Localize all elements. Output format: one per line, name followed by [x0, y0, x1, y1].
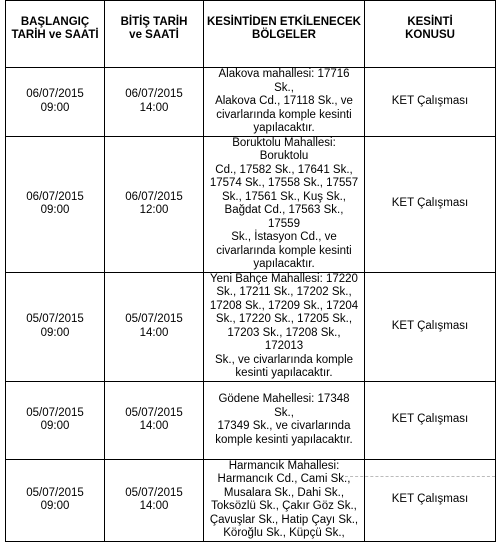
cell-outage-topic: KET Çalışması: [365, 459, 496, 541]
cell-outage-topic: KET Çalışması: [365, 136, 496, 272]
outage-table: [5, 0, 496, 542]
cell-end-datetime: 05/07/2015 14:00: [105, 381, 204, 459]
cell-end-datetime: 05/07/2015 14:00: [105, 272, 204, 381]
cell-affected-regions: Alakova mahallesi: 17716 Sk., Alakova Cd., 17118 Sk., ve civarlarında komple kesinti yapılacaktır.: [204, 68, 365, 137]
table-row: [6, 272, 496, 381]
cell-end-datetime: 06/07/2015 14:00: [105, 68, 204, 137]
table-row: [6, 136, 496, 272]
cell-affected-regions: Harmancık Mahallesi: Harmancık Cd., Cami Sk., Musalara Sk., Dahi Sk., Toksözlü Sk., Çakır Göz Sk., Çavuşlar Sk., Hatip Çayı Sk., Köroğlu Sk., Küpçü Sk.,: [204, 459, 365, 541]
header-row: [6, 1, 496, 68]
cell-affected-regions: Boruktolu Mahallesi: Boruktolu Cd., 17582 Sk., 17641 Sk., 17574 Sk., 17558 Sk., 17557 Sk., 17561 Sk., Kuş Sk., Bağdat Cd., 17563 Sk., 17559 Sk., İstasyon Cd., ve civarlarında komple kesinti yapılacaktır.: [204, 136, 365, 272]
header-start-datetime: BAŞLANGIÇ TARİH ve SAATİ: [6, 1, 105, 68]
header-affected-regions: KESİNTİDEN ETKİLENECEK BÖLGELER: [204, 1, 365, 68]
cell-start-datetime: 05/07/2015 09:00: [6, 459, 105, 541]
header-end-datetime: BİTİŞ TARİH ve SAATİ: [105, 1, 204, 68]
header-outage-topic: KESİNTİ KONUSU: [365, 1, 496, 68]
table-row: [6, 459, 496, 541]
cell-outage-topic: KET Çalışması: [365, 68, 496, 137]
cell-start-datetime: 06/07/2015 09:00: [6, 136, 105, 272]
cell-affected-regions: Yeni Bahçe Mahallesi: 17220 Sk., 17211 Sk., 17202 Sk., 17208 Sk., 17209 Sk., 17204 Sk., 17220 Sk., 17205 Sk., 17203 Sk., 17208 Sk., 172013 Sk., ve civarlarında komple kesinti yapılacaktır.: [204, 272, 365, 381]
cell-start-datetime: 06/07/2015 09:00: [6, 68, 105, 137]
cell-end-datetime: 05/07/2015 14:00: [105, 459, 204, 541]
table-row: [6, 381, 496, 459]
cell-outage-topic: KET Çalışması: [365, 381, 496, 459]
cell-outage-topic: KET Çalışması: [365, 272, 496, 381]
cell-end-datetime: 06/07/2015 12:00: [105, 136, 204, 272]
table-row: [6, 68, 496, 137]
page-footer-rule: [345, 476, 495, 477]
cell-start-datetime: 05/07/2015 09:00: [6, 272, 105, 381]
cell-affected-regions: Gödene Mahellesi: 17348 Sk., 17349 Sk., ve civarlarında komple kesinti yapılacaktır.: [204, 381, 365, 459]
cell-start-datetime: 05/07/2015 09:00: [6, 381, 105, 459]
